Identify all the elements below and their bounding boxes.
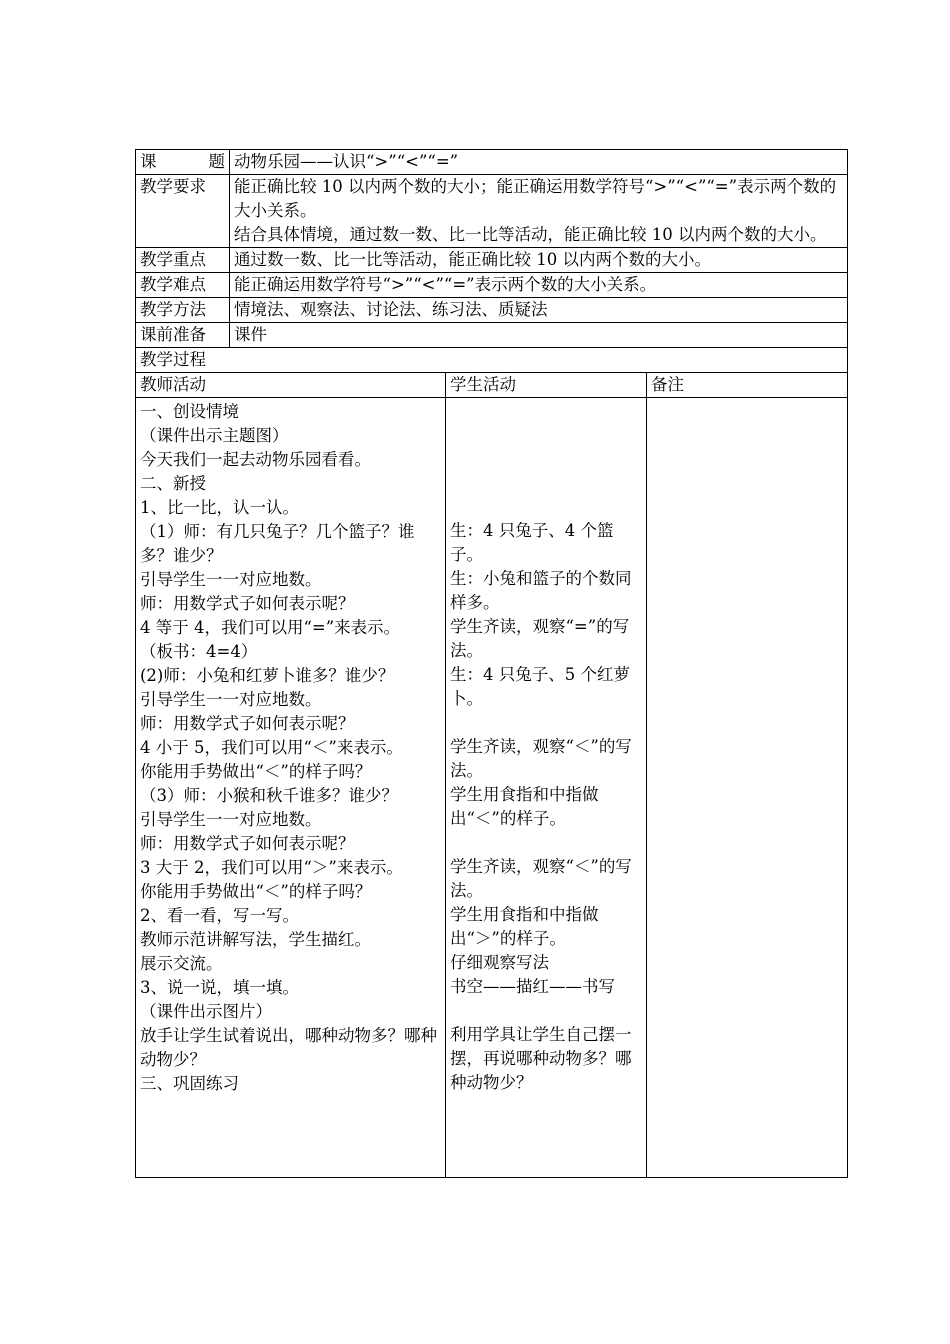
teacher-line: 展示交流。 [140,954,223,973]
label-difficulties: 教学难点 [136,273,230,298]
lesson-plan-table [135,149,848,1178]
teacher-line: （板书：4=4） [140,642,258,661]
requirement-1: 能正确比较 10 以内两个数的大小；能正确运用数学符号“>”“<”“=”表示两个数的大小关系。 [234,177,837,220]
teacher-line: 你能用手势做出“＜”的样子吗？ [140,762,372,781]
teacher-line: 3 大于 2，我们可以用“＞”来表示。 [140,858,403,877]
student-line: 书空——描红——书写 [450,977,615,996]
student-line: 仔细观察写法 [450,953,549,972]
label-key-points: 教学重点 [136,248,230,273]
key-points-text: 通过数一数、比一比等活动，能正确比较 10 以内两个数的大小。 [234,250,711,269]
row-activities [136,398,848,1178]
row-activity-headers [136,373,848,398]
teacher-line: （课件出示主题图） [140,426,289,445]
row-topic [136,150,848,175]
requirement-2: 结合具体情境，通过数一数、比一比等活动，能正确比较 10 以内两个数的大小。 [234,225,827,244]
student-line: 利用学具让学生自己摆一摆，再说哪种动物多？哪种动物少？ [450,1025,632,1092]
methods-text: 情境法、观察法、讨论法、练习法、质疑法 [234,300,548,319]
student-line: 生：4 只兔子、4 个篮子。 [450,521,614,564]
teacher-line: 你能用手势做出“＜”的样子吗？ [140,882,372,901]
content-key-points [230,248,848,273]
teacher-line: 教师示范讲解写法，学生描红。 [140,930,371,949]
teacher-line: 师：用数学式子如何表示呢？ [140,594,355,613]
teacher-activity-column [136,398,446,1178]
student-line: 生：4 只兔子、5 个红萝卜。 [450,665,630,708]
student-line: 学生齐读，观察“＜”的写法。 [450,857,632,900]
process-title: 教学过程 [136,348,848,373]
teacher-line: （课件出示图片） [140,1002,272,1021]
content-requirements [230,175,848,248]
preparation-text: 课件 [234,325,267,344]
teacher-line: 4 等于 4，我们可以用“=”来表示。 [140,618,401,637]
label-methods: 教学方法 [136,298,230,323]
row-key-points [136,248,848,273]
student-blank-line [450,999,642,1023]
row-methods [136,298,848,323]
teacher-line: 师：用数学式子如何表示呢？ [140,714,355,733]
teacher-line: （1）师：有几只兔子？几个篮子？谁多？谁少？ [140,522,415,565]
teacher-line: （3）师：小猴和秋千谁多？谁少？ [140,786,398,805]
teacher-line: 1、比一比，认一认。 [140,498,299,517]
content-topic [230,150,848,175]
student-line: 学生用食指和中指做出“＜”的样子。 [450,785,599,828]
header-student-activity: 学生活动 [446,373,647,398]
student-line: 学生用食指和中指做出“＞”的样子。 [450,905,599,948]
teacher-line: 三、巩固练习 [140,1074,239,1093]
content-difficulties [230,273,848,298]
student-activity-column [446,398,647,1178]
label-requirements: 教学要求 [136,175,230,248]
label-preparation: 课前准备 [136,323,230,348]
row-requirements [136,175,848,248]
teacher-line: 3、说一说，填一填。 [140,978,299,997]
row-difficulties [136,273,848,298]
student-blank-line [450,831,642,855]
student-line: 生：小兔和篮子的个数同样多。 [450,569,632,612]
teacher-line: 二、新授 [140,474,206,493]
row-preparation [136,323,848,348]
header-teacher-activity: 教师活动 [136,373,446,398]
topic-text: 动物乐园——认识“>”“<”“=” [234,152,459,171]
content-methods [230,298,848,323]
student-blank-line [450,711,642,735]
teacher-line: 引导学生一一对应地数。 [140,810,322,829]
notes-column [647,398,848,1178]
header-notes: 备注 [647,373,848,398]
teacher-line: 一、创设情境 [140,402,239,421]
difficulties-text: 能正确运用数学符号“>”“<”“=”表示两个数的大小关系。 [234,275,657,294]
teacher-line: 放手让学生试着说出，哪种动物多？哪种动物少？ [140,1026,437,1069]
teacher-line: 师：用数学式子如何表示呢？ [140,834,355,853]
teacher-line: 2、看一看，写一写。 [140,906,299,925]
student-line: 学生齐读，观察“=”的写法。 [450,617,630,660]
teacher-line: 引导学生一一对应地数。 [140,690,322,709]
teacher-line: 引导学生一一对应地数。 [140,570,322,589]
teacher-line: 今天我们一起去动物乐园看看。 [140,450,371,469]
label-topic: 课 题 [136,150,230,175]
student-line: 学生齐读，观察“＜”的写法。 [450,737,632,780]
teacher-line: (2)师：小兔和红萝卜谁多？谁少？ [140,666,395,685]
teacher-line: 4 小于 5，我们可以用“＜”来表示。 [140,738,403,757]
content-preparation [230,323,848,348]
row-process-title [136,348,848,373]
